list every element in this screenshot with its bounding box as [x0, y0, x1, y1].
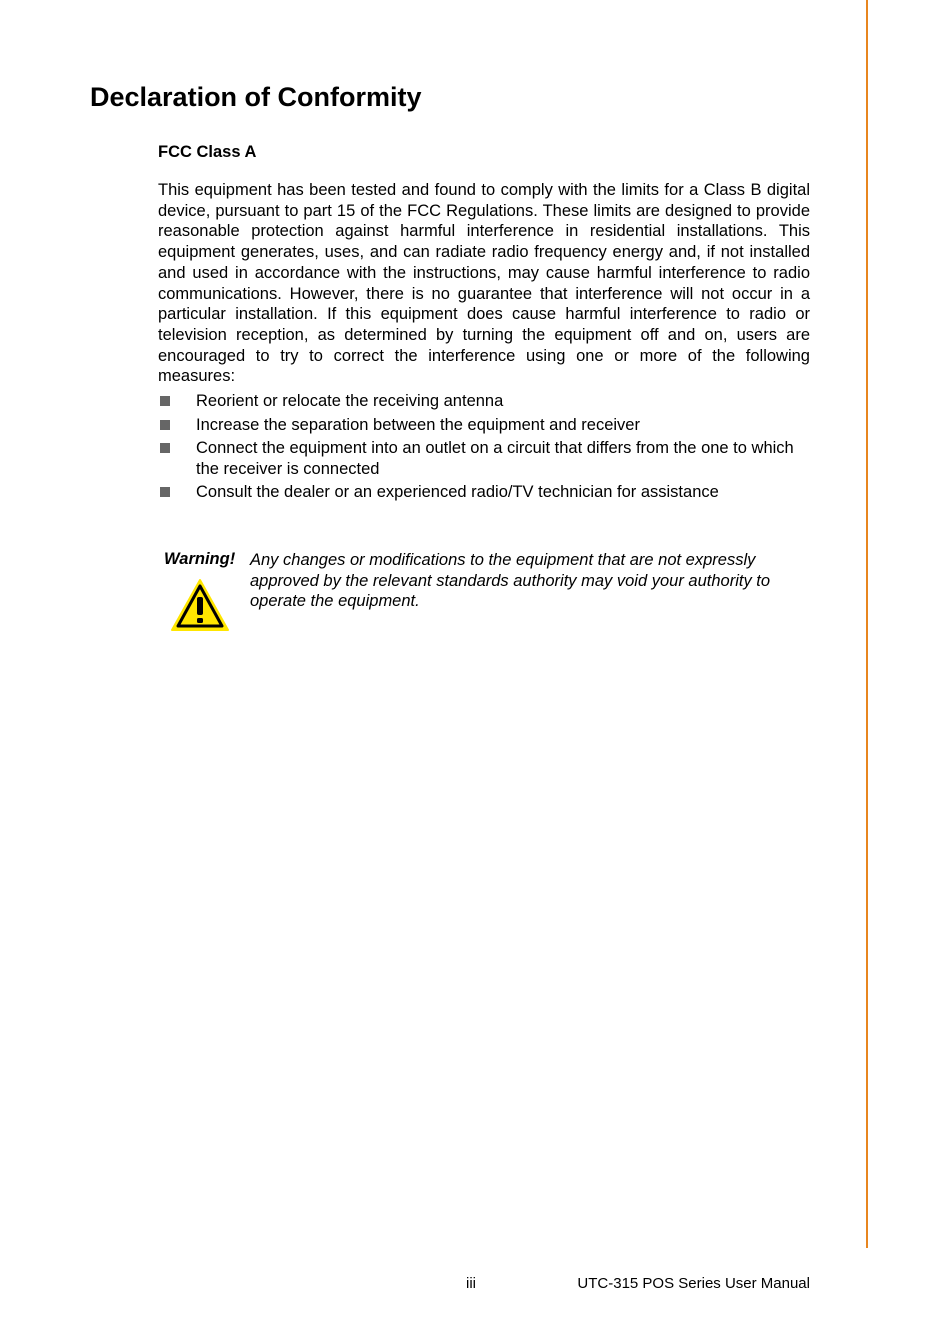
measures-list: [158, 391, 810, 506]
bullet-square-icon: [160, 420, 170, 430]
bullet-square-icon: [160, 487, 170, 497]
list-item: [158, 438, 810, 479]
bullet-square-icon: [160, 396, 170, 406]
section-heading: FCC Class A: [158, 143, 257, 161]
page-title: Declaration of Conformity: [90, 82, 422, 112]
warning-triangle-icon: [170, 578, 230, 632]
list-item-text: Reorient or relocate the receiving antenna: [196, 392, 504, 410]
list-item-text: Increase the separation between the equipment and receiver: [196, 415, 640, 434]
warning-label: Warning!: [164, 550, 236, 568]
warning-text: Any changes or modifications to the equipment that are not expressly approved by the relevant standards authority may void your authority to operate the equipment.: [250, 551, 771, 611]
list-item-text: Consult the dealer or an experienced radio/TV technician for assistance: [196, 483, 719, 502]
list-item: [158, 391, 810, 412]
body-paragraph: This equipment has been tested and found to comply with the limits for a Class B digital device, pursuant to part 15 of the FCC Regulations. These limits are designed to provide reasonable protection against harmful interference in residential installations. This equipment generates, uses, and can radiate radio frequency energy and, if not installed and used in accordance with the instructions, may cause harmful interference to radio communications. However, there is no guarantee that interference will not occur in a particular installation. If this equipment does cause harmful interference to radio or television reception, as determined by turning the equipment off and on, users are encouraged to try to correct the interference using one or more of the following measures:: [158, 181, 810, 386]
bullet-square-icon: [160, 443, 170, 453]
list-item: [158, 415, 810, 436]
manual-title: UTC-315 POS Series User Manual: [577, 1275, 810, 1292]
list-item: [158, 482, 810, 503]
list-item-text: Connect the equipment into an outlet on a circuit that differs from the one to which the receiver is connected: [196, 439, 794, 478]
page-edge-rule: [866, 0, 868, 1248]
page-number: iii: [466, 1275, 476, 1292]
